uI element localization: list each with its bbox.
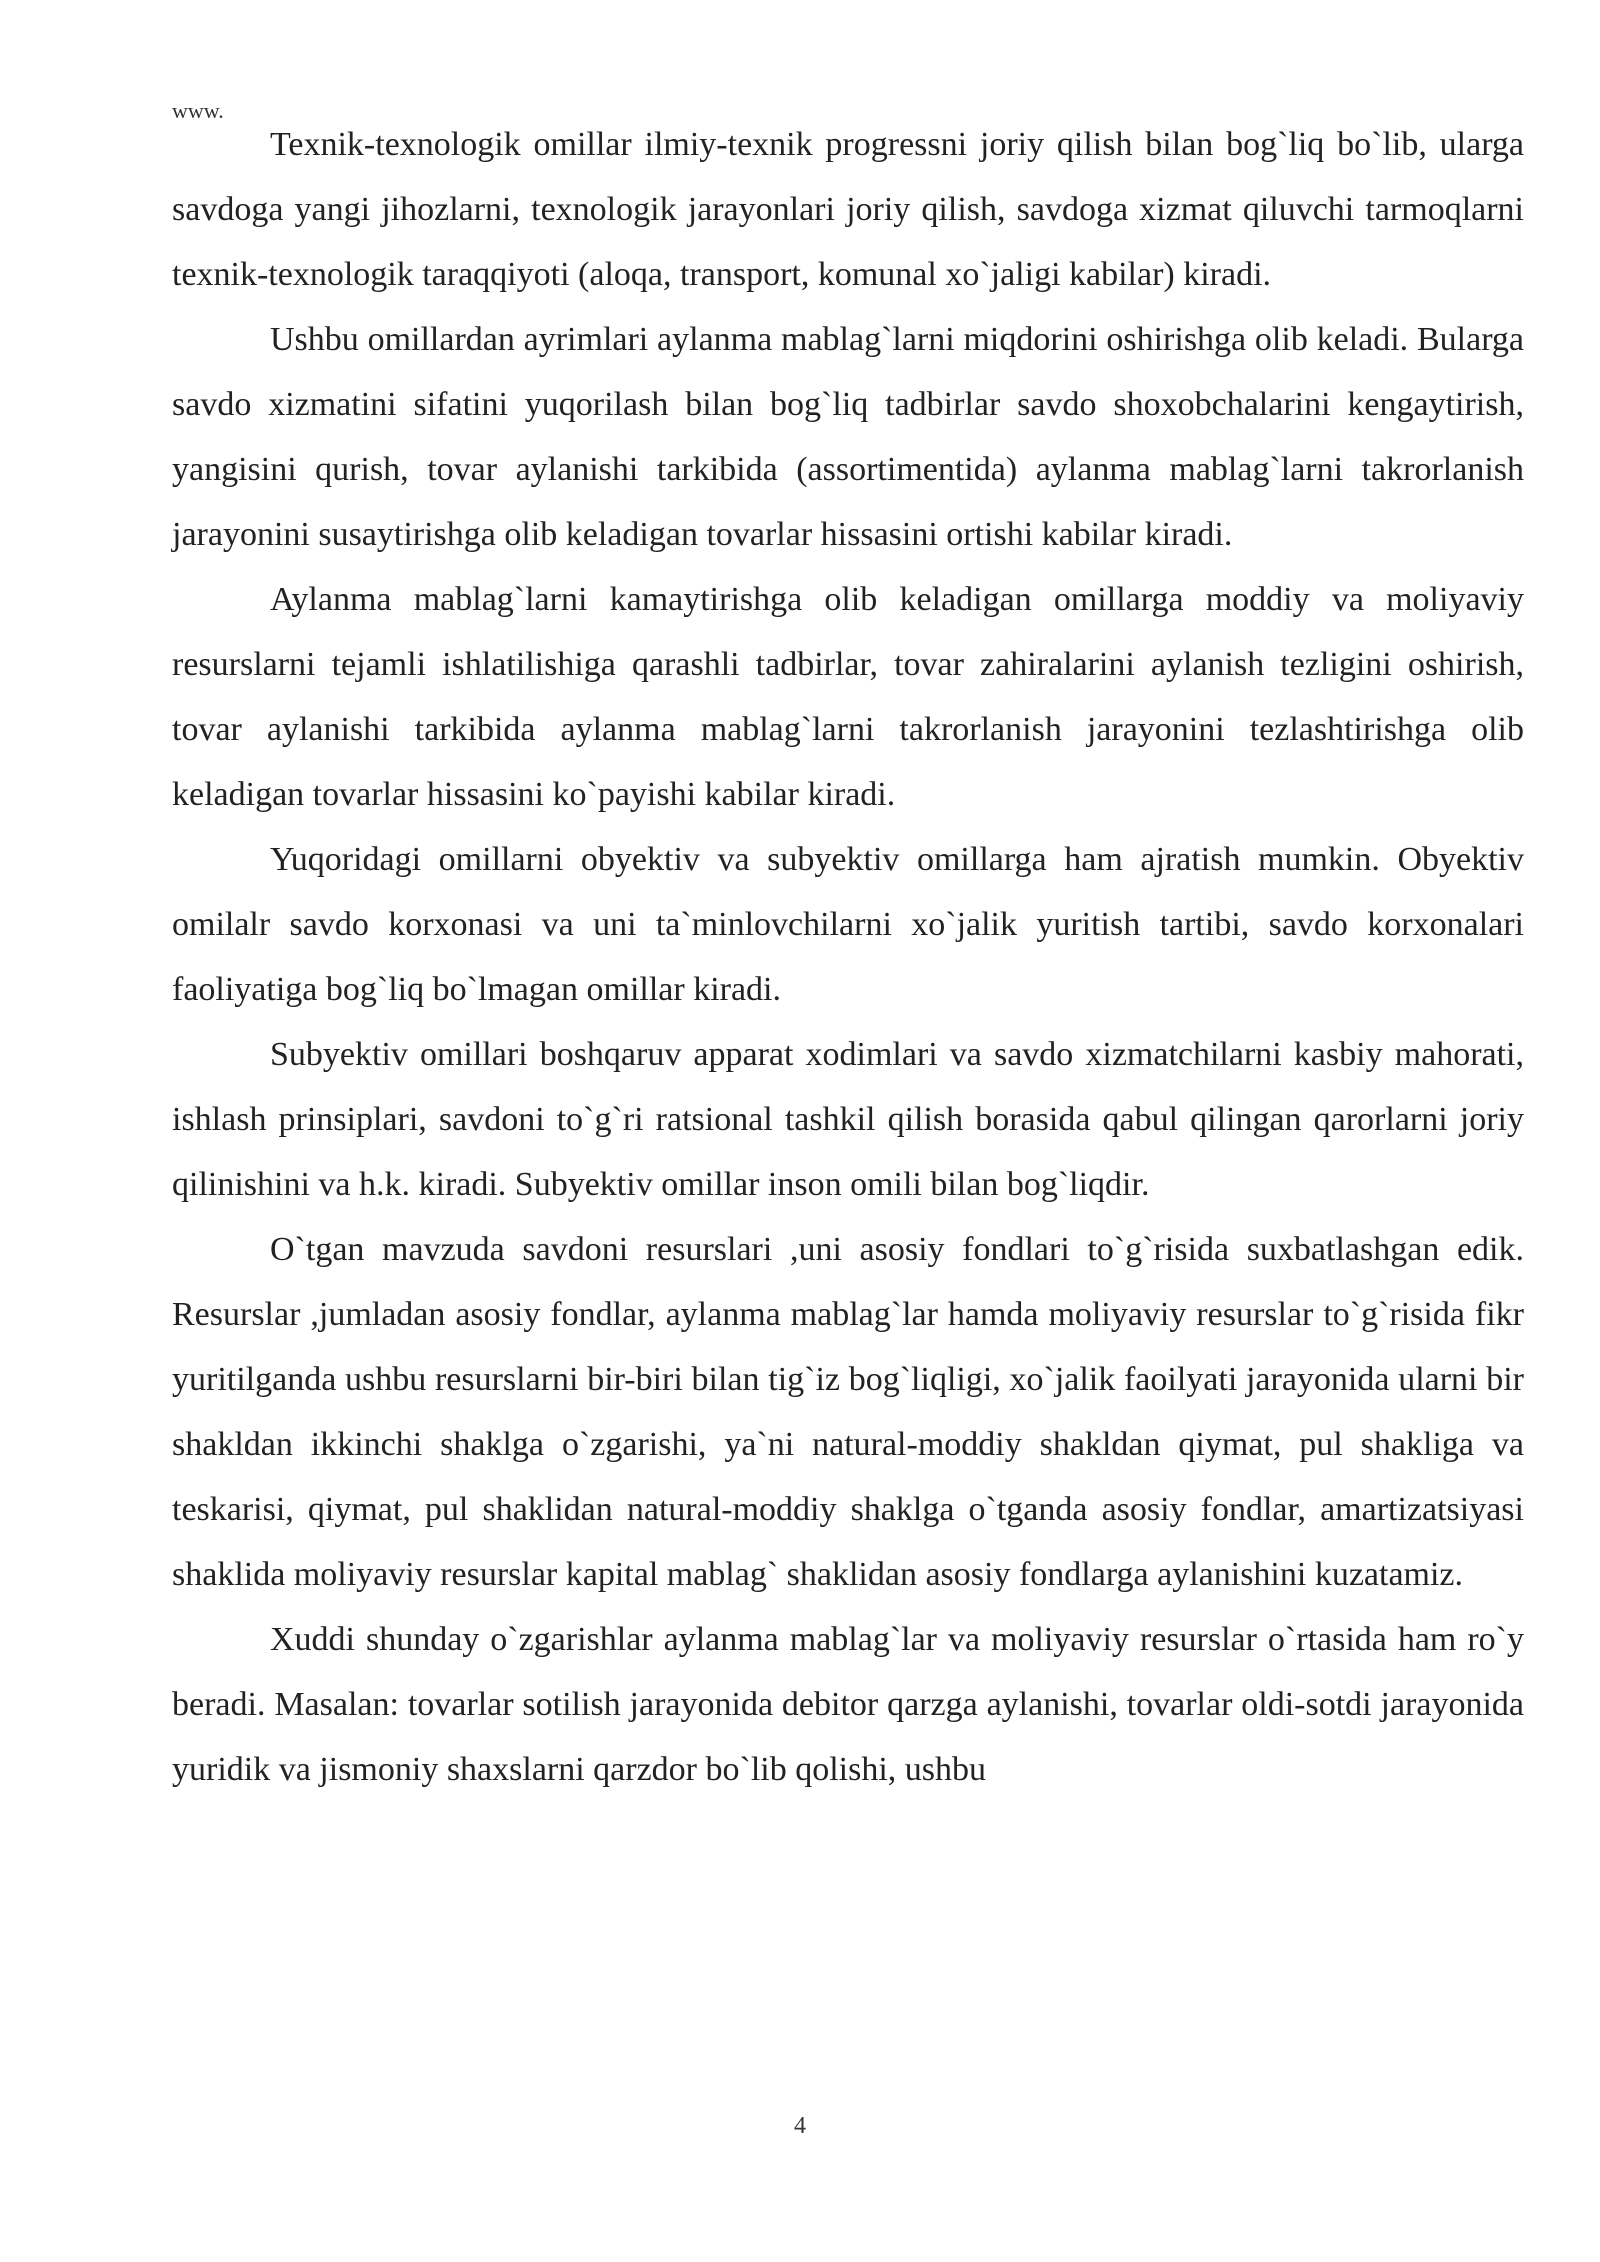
paragraph: Ushbu omillardan ayrimlari aylanma mablag`larni miqdorini oshirishga olib keladi. Bularga savdo xizmatini sifatini yuqorilash bilan bog`liq tadbirlar savdo shoxobchalarini kengaytirish, yangisini qurish, tovar aylanishi tarkibida (assortimentida) aylanma mablag`larni takrorlanish jarayonini susaytirishga olib keladigan tovarlar hissasini ortishi kabilar kiradi. <box>172 321 1524 553</box>
paragraph: Subyektiv omillari boshqaruv apparat xodimlari va savdo xizmatchilarni kasbiy mahorati, ishlash prinsiplari, savdoni to`g`ri ratsional tashkil qilish borasida qabul qilingan qarorlarni joriy qilinishini va h.k. kiradi. Subyektiv omillar inson omili bilan bog`liqdir. <box>172 1036 1524 1203</box>
paragraph: Texnik-texnologik omillar ilmiy-texnik progressni joriy qilish bilan bog`liq bo`lib, ularga savdoga yangi jihozlarni, texnologik jarayonlari joriy qilish, savdoga xizmat qiluvchi tarmoqlarni texnik-texnologik taraqqiyoti (aloqa, transport, komunal xo`jaligi kabilar) kiradi. <box>172 126 1524 293</box>
page-number: 4 <box>794 2113 806 2139</box>
paragraph: Aylanma mablag`larni kamaytirishga olib keladigan omillarga moddiy va moliyaviy resurslarni tejamli ishlatilishiga qarashli tadbirlar, tovar zahiralarini aylanish tezligini oshirish, tovar aylanishi tarkibida aylanma mablag`larni takrorlanish jarayonini tezlashtirishga olib keladigan tovarlar hissasini ko`payishi kabilar kiradi. <box>172 581 1524 813</box>
body-text <box>172 112 1524 1802</box>
paragraph: O`tgan mavzuda savdoni resurslari ,uni asosiy fondlari to`g`risida suxbatlashgan edik. Resurslar ,jumladan asosiy fondlar, aylanma mablag`lar hamda moliyaviy resurslar to`g`risida fikr yuritilganda ushbu resurslarni bir-biri bilan tig`iz bog`liqligi, xo`jalik faoilyati jarayonida ularni bir shakldan ikkinchi shaklga o`zgarishi, ya`ni natural-moddiy shakldan qiymat, pul shakliga va teskarisi, qiymat, pul shaklidan natural-moddiy shaklga o`tganda asosiy fondlar, amartizatsiyasi shaklida moliyaviy resurslar kapital mablag` shaklidan asosiy fondlarga aylanishini kuzatamiz. <box>172 1231 1524 1593</box>
header-mark: www. <box>172 98 224 123</box>
paragraph: Xuddi shunday o`zgarishlar aylanma mablag`lar va moliyaviy resurslar o`rtasida ham ro`y beradi. Masalan: tovarlar sotilish jarayonida debitor qarzga aylanishi, tovarlar oldi-sotdi jarayonida yuridik va jismoniy shaxslarni qarzdor bo`lib qolishi, ushbu <box>172 1621 1524 1788</box>
paragraph: Yuqoridagi omillarni obyektiv va subyektiv omillarga ham ajratish mumkin. Obyektiv omilalr savdo korxonasi va uni ta`minlovchilarni xo`jalik yuritish tartibi, savdo korxonalari faoliyatiga bog`liq bo`lmagan omillar kiradi. <box>172 841 1524 1008</box>
